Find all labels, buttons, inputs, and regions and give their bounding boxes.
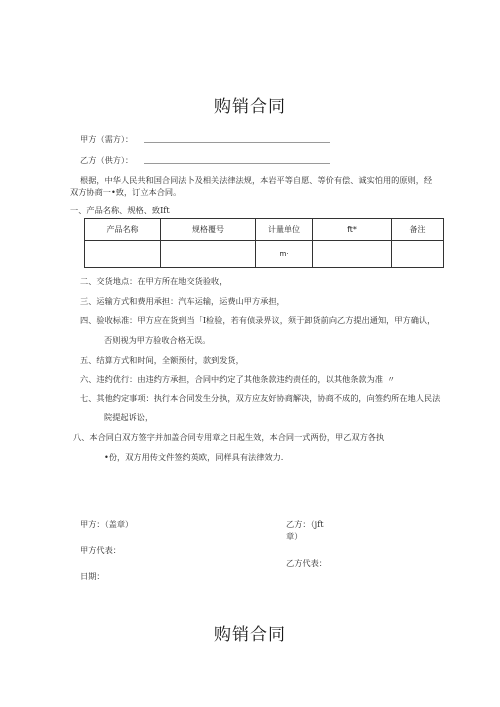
header-product-name: 产品名称 <box>85 219 161 241</box>
party-b-fill-line <box>144 163 330 164</box>
clause-3: 三、运输方式和费用承担：汽车运输，运费山甲方承担， <box>80 296 285 306</box>
clause-5: 五、结算方式和时间，全额预付，款到发货， <box>80 355 244 365</box>
party-b-seal-label-1: 乙方：（jft <box>286 519 324 529</box>
table-row <box>85 241 444 268</box>
date-label: 日期： <box>80 571 105 581</box>
header-quantity: ft* <box>313 219 392 241</box>
header-remarks: 备注 <box>392 219 444 241</box>
header-unit: 计量单位 <box>256 219 313 241</box>
table-header-row <box>85 219 444 241</box>
clause-7-line-1: 七、其他约定事项：执行本合同发生分执，双方应友好协商解决，协商不成的，向签约所在地人民法 <box>80 393 441 403</box>
clause-6 <box>80 373 395 385</box>
table-cell <box>392 241 444 268</box>
clause-7-line-2: 院提起诉讼， <box>104 412 154 422</box>
table-cell: m· <box>256 241 313 268</box>
party-a-seal-label: 甲方：（盖章） <box>80 519 134 529</box>
header-spec-model: 规格覆号 <box>161 219 256 241</box>
table-cell <box>161 241 256 268</box>
page-title: 购销合同 <box>214 97 286 117</box>
table-cell <box>313 241 392 268</box>
party-a-label: 甲方（需方）： <box>80 134 134 144</box>
clause-6-text: 六、违约优行：由违约方承担，合同中约定了其他条款违约责任的，以其他条款为准 <box>80 374 383 384</box>
party-b-seal-label-2: 章） <box>286 531 303 541</box>
clause-4-line-1: 四、验收标准：甲方应在货到当「I检验，若有侦录畀议，须于卸货前向乙方提出通知，甲方确认， <box>80 315 436 325</box>
next-page-title: 购销合同 <box>214 625 286 645</box>
preamble-line-2: 双方协商一•致，订立本合同。 <box>70 187 182 197</box>
table-cell <box>85 241 161 268</box>
party-b-label: 乙方（供方）： <box>80 155 134 165</box>
clause-4-line-2: 否则视为甲方验收合格无误。 <box>104 335 211 345</box>
section-1-heading: 一、产品名称、规格、致Ift <box>70 205 170 215</box>
clause-8-line-2: •份，双方用传文件签约英欧，同样具有法律效力. <box>104 452 284 462</box>
party-b-rep-label: 乙方代表： <box>286 558 327 568</box>
preamble-line-1: 根据，中华人民共和国合同法卜及相关法律法规，本岩平等自愿、等价有偿、诚实怕用的原则，经 <box>80 175 433 185</box>
party-a-rep-label: 甲方代表： <box>80 545 121 555</box>
product-spec-table <box>84 218 444 268</box>
clause-2: 二、交货地点：在甲方所在地交货验收， <box>80 276 228 286</box>
clause-8-line-1: 八、本合同白双方签字并加盖合同专用章之日起生效，本合同一式两份，甲乙双方各执 <box>73 432 385 442</box>
clause-6-mark: 〃 <box>386 374 396 384</box>
party-a-fill-line <box>144 142 330 143</box>
